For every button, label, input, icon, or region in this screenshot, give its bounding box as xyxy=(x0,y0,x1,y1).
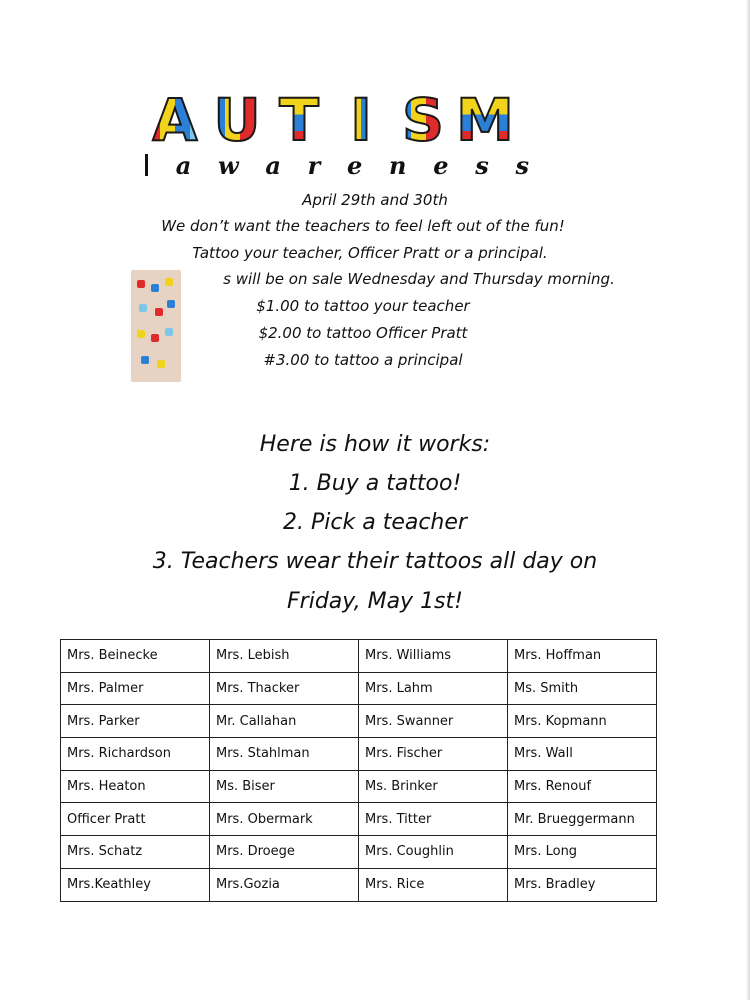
teacher-cell: Mrs. Wall xyxy=(508,738,657,771)
table-row xyxy=(61,770,657,803)
logo-sub-letter: a xyxy=(175,150,193,180)
logo-letter: U xyxy=(207,92,267,148)
teacher-cell: Mrs. Palmer xyxy=(61,672,210,705)
teacher-cell: Mrs. Titter xyxy=(359,803,508,836)
teacher-cell: Mrs.Keathley xyxy=(61,868,210,901)
teacher-cell: Mrs.Gozia xyxy=(210,868,359,901)
logo-sub-letter: s xyxy=(475,150,490,180)
how-it-works-heading: Here is how it works: xyxy=(259,432,491,457)
price-principal: #3.00 to tattoo a principal xyxy=(263,351,463,369)
logo-sub-letter: s xyxy=(515,150,530,180)
teacher-table xyxy=(60,639,657,902)
teacher-cell: Mrs. Beinecke xyxy=(61,640,210,673)
teacher-cell: Mr. Callahan xyxy=(210,705,359,738)
logo-sub-letter: w xyxy=(218,150,240,180)
table-row xyxy=(61,705,657,738)
logo-letter: M xyxy=(456,86,514,154)
teacher-cell: Mrs. Lahm xyxy=(359,672,508,705)
teacher-cell: Mrs. Lebish xyxy=(210,640,359,673)
logo-sub-letter: r xyxy=(307,150,322,180)
info-tattoo-line: Tattoo your teacher, Officer Pratt or a principal. xyxy=(192,244,548,262)
teacher-cell: Ms. Brinker xyxy=(359,770,508,803)
teacher-cell: Officer Pratt xyxy=(61,803,210,836)
teacher-cell: Mrs. Obermark xyxy=(210,803,359,836)
event-dates: April 29th and 30th xyxy=(302,191,448,209)
teacher-cell: Mrs. Coughlin xyxy=(359,836,508,869)
teacher-cell: Mrs. Williams xyxy=(359,640,508,673)
teacher-cell: Mrs. Renouf xyxy=(508,770,657,803)
logo-bar xyxy=(145,154,148,176)
teacher-cell: Mrs. Kopmann xyxy=(508,705,657,738)
table-row xyxy=(61,836,657,869)
table-row xyxy=(61,803,657,836)
teacher-cell: Ms. Biser xyxy=(210,770,359,803)
teacher-cell: Ms. Smith xyxy=(508,672,657,705)
logo-title xyxy=(145,86,515,154)
teacher-cell: Mrs. Richardson xyxy=(61,738,210,771)
logo-letter: A xyxy=(145,92,205,148)
tattoo-sheet-photo xyxy=(131,270,181,382)
logo-letter: T xyxy=(269,92,329,148)
autism-awareness-logo xyxy=(145,86,530,182)
teacher-cell: Mrs. Parker xyxy=(61,705,210,738)
logo-sub-letter: e xyxy=(347,150,364,180)
logo-subtitle xyxy=(145,150,530,180)
logo-sub-letter: e xyxy=(433,150,450,180)
table-row xyxy=(61,868,657,901)
teacher-cell: Mrs. Schatz xyxy=(61,836,210,869)
teacher-cell: Mrs. Thacker xyxy=(210,672,359,705)
logo-sub-letter: n xyxy=(389,150,408,180)
step-date: Friday, May 1st! xyxy=(287,589,463,614)
teacher-cell: Mrs. Long xyxy=(508,836,657,869)
info-sale-line: s will be on sale Wednesday and Thursday morning. xyxy=(223,270,615,288)
teacher-cell: Mrs. Hoffman xyxy=(508,640,657,673)
teacher-cell: Mrs. Heaton xyxy=(61,770,210,803)
teacher-cell: Mrs. Droege xyxy=(210,836,359,869)
teacher-cell: Mrs. Fischer xyxy=(359,738,508,771)
info-fun-line: We don’t want the teachers to feel left out of the fun! xyxy=(161,217,565,235)
logo-letter: S xyxy=(393,92,453,148)
step-wear-tattoo: 3. Teachers wear their tattoos all day on xyxy=(152,549,598,574)
price-officer: $2.00 to tattoo Officer Pratt xyxy=(258,324,468,342)
teacher-cell: Mr. Brueggermann xyxy=(508,803,657,836)
table-row xyxy=(61,738,657,771)
step-pick-teacher: 2. Pick a teacher xyxy=(283,510,467,535)
teacher-cell: Mrs. Bradley xyxy=(508,868,657,901)
table-row xyxy=(61,640,657,673)
price-teacher: $1.00 to tattoo your teacher xyxy=(256,297,470,315)
teacher-cell: Mrs. Stahlman xyxy=(210,738,359,771)
teacher-cell: Mrs. Swanner xyxy=(359,705,508,738)
teacher-cell: Mrs. Rice xyxy=(359,868,508,901)
logo-letter: I xyxy=(331,92,391,148)
step-buy-tattoo: 1. Buy a tattoo! xyxy=(288,471,462,496)
table-row xyxy=(61,672,657,705)
logo-sub-letter: a xyxy=(265,150,282,180)
